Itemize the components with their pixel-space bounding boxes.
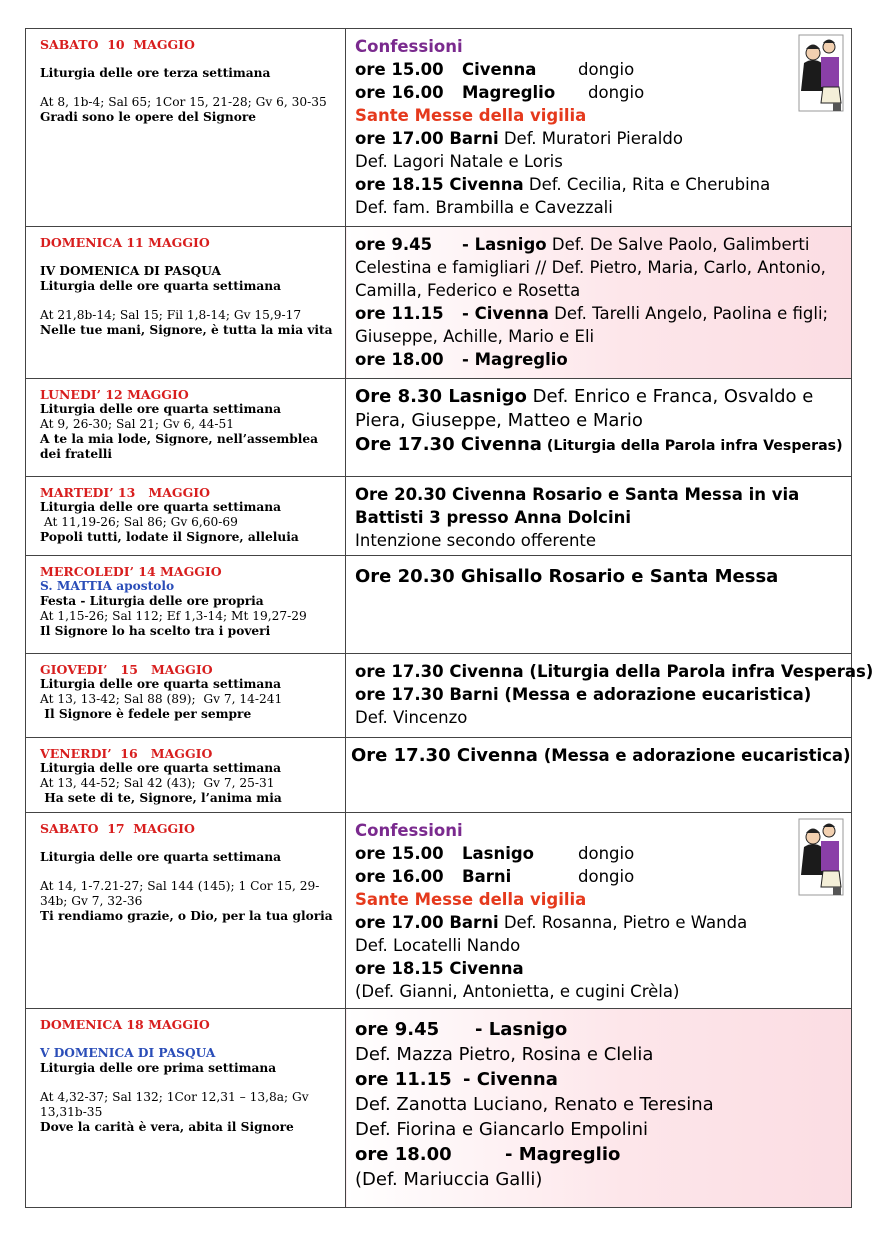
day-date: SABATO 10 MAGGIO [40, 37, 195, 52]
readings: At 13, 44-52; Sal 42 (43); Gv 7, 25-31 [40, 776, 275, 790]
day-date: VENERDI’ 16 MAGGIO [40, 746, 213, 761]
schedule-row [26, 813, 852, 1009]
readings: At 14, 1-7.21-27; Sal 144 (145); 1 Cor 15, 29-34b; Gv 7, 32-36 [40, 879, 320, 908]
mass-entry: ore 17.30 Barni (Messa e adorazione eucaristica) [355, 685, 812, 704]
day-date: MERCOLEDI’ 14 MAGGIO [40, 564, 222, 579]
mass-entry: Ore 17.30 Civenna (Liturgia della Parola infra Vesperas) [355, 434, 843, 455]
mass-intention: Def. Lagori Natale e Loris [355, 152, 563, 171]
psalm-refrain: Nelle tue mani, Signore, è tutta la mia vita [40, 323, 333, 337]
mass-entry: ore 18.00 - Magreglio [355, 350, 568, 369]
sunday-title: V DOMENICA DI PASQUA [40, 1046, 216, 1060]
mass-intention: Def. Mazza Pietro, Rosina e Clelia [355, 1044, 654, 1065]
masses-cell [346, 29, 852, 227]
psalm-refrain: Il Signore è fedele per sempre [40, 707, 252, 721]
day-date: DOMENICA 18 MAGGIO [40, 1017, 210, 1032]
liturgy-cell [26, 813, 346, 1009]
mass-intention: (Def. Mariuccia Galli) [355, 1169, 543, 1190]
mass-entry: ore 18.15 Civenna Def. Cecilia, Rita e Cherubina [355, 175, 771, 194]
weekly-schedule-table [25, 28, 874, 1208]
saint-feast: S. MATTIA apostolo [40, 579, 175, 593]
liturgy-week: Liturgia delle ore quarta settimana [40, 677, 282, 691]
masses-cell [346, 654, 874, 738]
readings: At 4,32-37; Sal 132; 1Cor 12,31 – 13,8a; Gv 13,31b-35 [40, 1090, 309, 1119]
sunday-title: IV DOMENICA DI PASQUA [40, 264, 221, 278]
confessions-heading: Confessioni [355, 821, 463, 840]
psalm-refrain: Ti rendiamo grazie, o Dio, per la tua gloria [40, 909, 333, 923]
mass-entry: ore 9.45 - Lasnigo Def. De Salve Paolo, Galimberti Celestina e famigliari // Def. Pietro, Maria, Carlo, Antonio, Camilla, Federico e Rosetta [355, 235, 826, 300]
schedule-row [26, 477, 852, 556]
priest-confession-icon [797, 33, 845, 113]
liturgy-cell [26, 29, 346, 227]
liturgy-week: Liturgia delle ore quarta settimana [40, 850, 282, 864]
psalm-refrain: Gradi sono le opere del Signore [40, 110, 257, 124]
mass-intention: Def. fam. Brambilla e Cavezzali [355, 198, 613, 217]
masses-cell [346, 556, 852, 654]
vigil-masses-heading: Sante Messe della vigilia [355, 890, 587, 909]
day-date: GIOVEDI’ 15 MAGGIO [40, 662, 213, 677]
schedule-row [26, 738, 852, 813]
psalm-refrain: Popoli tutti, lodate il Signore, alleluia [40, 530, 299, 544]
readings: At 9, 26-30; Sal 21; Gv 6, 44-51 [40, 417, 234, 431]
mass-entry: Ore 20.30 Civenna Rosario e Santa Messa in via Battisti 3 presso Anna Dolcini [355, 485, 800, 527]
day-date: SABATO 17 MAGGIO [40, 821, 195, 836]
liturgy-cell [26, 556, 346, 654]
masses-cell [346, 227, 852, 379]
mass-entry: ore 11.15 - Civenna [355, 1069, 558, 1090]
mass-entry: Ore 17.30 Civenna (Messa e adorazione eucaristica) [351, 745, 851, 766]
mass-intention: Def. Locatelli Nando [355, 936, 521, 955]
liturgy-week: Liturgia delle ore quarta settimana [40, 500, 282, 514]
confession-slot: ore 15.00 Civenna dongio [355, 60, 635, 79]
readings: At 21,8b-14; Sal 15; Fil 1,8-14; Gv 15,9-17 [40, 308, 302, 322]
readings: At 11,19-26; Sal 86; Gv 6,60-69 [40, 515, 238, 529]
readings: At 13, 13-42; Sal 88 (89); Gv 7, 14-241 [40, 692, 283, 706]
liturgy-cell [26, 379, 346, 477]
mass-entry: ore 17.00 Barni Def. Rosanna, Pietro e Wanda [355, 913, 748, 932]
mass-entry: ore 18.15 Civenna [355, 959, 524, 978]
mass-entry: ore 18.00 - Magreglio [355, 1144, 621, 1165]
masses-cell [346, 738, 852, 813]
schedule-row [26, 29, 852, 227]
liturgy-week: Liturgia delle ore quarta settimana [40, 402, 282, 416]
mass-entry: Ore 20.30 Ghisallo Rosario e Santa Messa [355, 566, 779, 587]
liturgy-cell [26, 1009, 346, 1208]
masses-cell [346, 379, 852, 477]
masses-cell [346, 813, 852, 1009]
mass-entry: Ore 8.30 Lasnigo Def. Enrico e Franca, Osvaldo e Piera, Giuseppe, Matteo e Mario [355, 386, 814, 431]
mass-intention: Def. Fiorina e Giancarlo Empolini [355, 1119, 649, 1140]
psalm-refrain: Il Signore lo ha scelto tra i poveri [40, 624, 271, 638]
liturgy-cell [26, 477, 346, 556]
psalm-refrain: Ha sete di te, Signore, l’anima mia [40, 791, 282, 805]
confession-slot: ore 16.00 Magreglio dongio [355, 83, 645, 102]
psalm-refrain: A te la mia lode, Signore, nell’assemblea dei fratelli [40, 432, 319, 461]
confession-slot: ore 15.00 Lasnigo dongio [355, 844, 635, 863]
liturgy-week: Liturgia delle ore quarta settimana [40, 761, 282, 775]
schedule-row [26, 379, 852, 477]
confessions-heading: Confessioni [355, 37, 463, 56]
confession-slot: ore 16.00 Barni dongio [355, 867, 635, 886]
schedule-row [26, 654, 852, 738]
mass-intention: Def. Zanotta Luciano, Renato e Teresina [355, 1094, 714, 1115]
mass-entry: ore 11.15 - Civenna Def. Tarelli Angelo, Paolina e figli; Giuseppe, Achille, Mario e Eli [355, 304, 829, 346]
vigil-masses-heading: Sante Messe della vigilia [355, 106, 587, 125]
liturgy-week: Liturgia delle ore prima settimana [40, 1061, 277, 1075]
liturgy-cell [26, 654, 346, 738]
mass-intention: Def. Vincenzo [355, 708, 468, 727]
mass-entry: ore 17.00 Barni Def. Muratori Pieraldo [355, 129, 683, 148]
mass-intention: Intenzione secondo offerente [355, 531, 597, 550]
day-date: LUNEDI’ 12 MAGGIO [40, 387, 189, 402]
schedule-row [26, 1009, 852, 1208]
liturgy-cell [26, 227, 346, 379]
masses-cell [346, 1009, 852, 1208]
schedule-row [26, 227, 852, 379]
priest-confession-icon [797, 817, 845, 897]
schedule-row [26, 556, 852, 654]
psalm-refrain: Dove la carità è vera, abita il Signore [40, 1120, 294, 1134]
mass-entry: ore 9.45 - Lasnigo [355, 1019, 568, 1040]
masses-cell [346, 477, 852, 556]
liturgy-week: Liturgia delle ore quarta settimana [40, 279, 282, 293]
readings: At 8, 1b-4; Sal 65; 1Cor 15, 21-28; Gv 6, 30-35 [40, 95, 327, 109]
liturgy-week: Festa - Liturgia delle ore propria [40, 594, 264, 608]
day-date: DOMENICA 11 MAGGIO [40, 235, 210, 250]
mass-intention: (Def. Gianni, Antonietta, e cugini Crèla) [355, 982, 680, 1001]
liturgy-week: Liturgia delle ore terza settimana [40, 66, 271, 80]
readings: At 1,15-26; Sal 112; Ef 1,3-14; Mt 19,27-29 [40, 609, 307, 623]
day-date: MARTEDI’ 13 MAGGIO [40, 485, 210, 500]
liturgy-cell [26, 738, 346, 813]
mass-entry: ore 17.30 Civenna (Liturgia della Parola infra Vesperas) [355, 662, 874, 681]
